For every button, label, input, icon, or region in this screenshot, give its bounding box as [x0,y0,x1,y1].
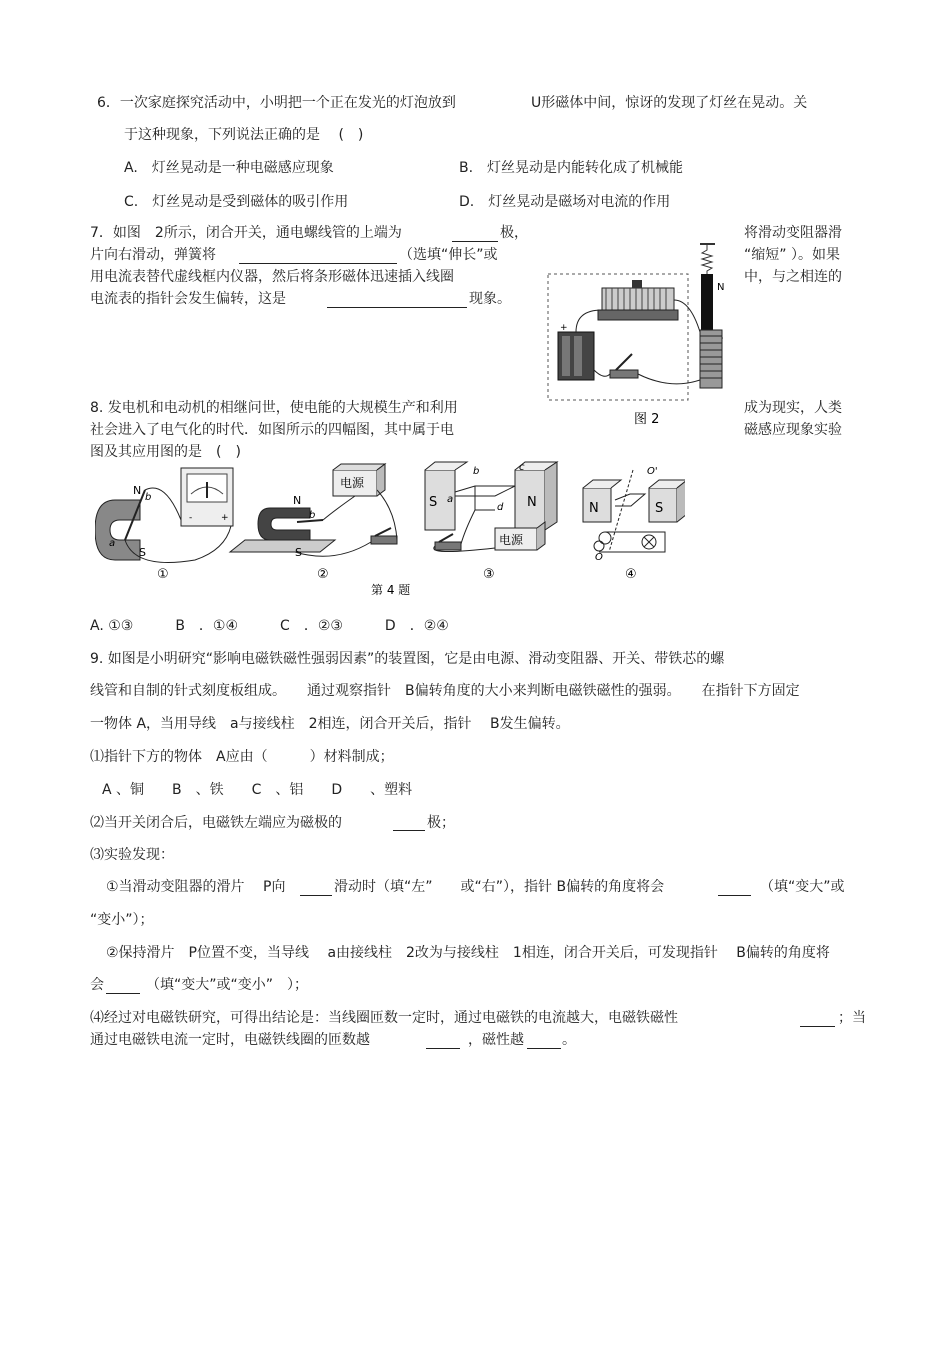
q8-line3a: 图及其应用图的是 ( ) [90,444,241,460]
diagram-2-power-label: 电源 [340,476,365,490]
diagram-2 [230,464,397,582]
q9-sub3-2c: （填“变大”或“变小” ）； [146,977,309,993]
q9-sub4c: 通过电磁铁电流一定时，电磁铁线圈的匝数越 [90,1032,370,1048]
diagram-1 [95,468,233,582]
svg-text:N: N [527,495,537,510]
switch [610,370,638,378]
svg-text:N: N [589,501,599,516]
svg-text:N: N [133,484,142,497]
q8-options: A. ①③ B ．①④ C ．②③ D ．②④ [90,618,449,634]
q9-sub2b: 极； [427,815,455,831]
figure-2-caption: 图 2 [634,412,660,427]
diagram-3-label: ③ [483,567,495,582]
diagram-3 [425,462,557,582]
q9-sub3-2a: ②保持滑片 P位置不变，当导线 a由接线柱 2改为与接线柱 1相连，闭合开关后，可发现指针 B偏转的角度将 [106,945,830,961]
q9-blank-strength [527,1048,561,1049]
svg-text:b: b [309,510,316,521]
bar-magnet-n [701,274,713,310]
magnet-n-label: N [717,282,725,293]
q9-blank-pole [393,830,425,831]
solenoid [700,330,722,388]
svg-text:S: S [655,501,664,516]
q9-sub3-2b: 会 [90,977,104,993]
figure-2-circuit [540,240,740,430]
q9-sub3: ⑶实验发现： [90,847,174,863]
q9-blank-turns [426,1048,460,1049]
q7-line3c: 中，与之相连的 [744,269,842,285]
q8-line2c: 磁感应现象实验 [744,422,842,438]
q9-sub1-options: A 、铜 B 、铁 C 、铝 D 、塑料 [102,782,413,798]
q7-line1a: 7．如图 2所示，闭合开关，通电螺线管的上端为 [90,225,402,241]
diagram-4-label: ④ [625,567,637,582]
q9-sub1: ⑴指针下方的物体 A应由（ ）材料制成； [90,749,394,765]
q9-blank-direction [300,895,332,896]
figure-4-caption: 第 4 题 [371,583,411,597]
diagram-1-label: ① [157,567,169,582]
q9-sub3-1c: （填“变大”或 [760,879,845,895]
rheostat [602,288,674,310]
svg-text:-: - [189,513,193,523]
q9-sub4e: 。 [562,1032,576,1048]
q7-line2b: （选填“伸长”或 [399,247,498,263]
rheostat-base [598,310,678,320]
svg-text:a: a [447,494,454,505]
diagram-2-label: ② [317,567,329,582]
q6-option-c: C. 灯丝晃动是受到磁体的吸引作用 [124,194,349,210]
q7-line1c: 将滑动变阻器滑 [744,225,842,241]
spring [702,244,712,275]
q6-option-b: B. 灯丝晃动是内能转化成了机械能 [459,160,684,176]
svg-text:+: + [560,323,568,333]
q9-sub4d: ，磁性越 [468,1032,524,1048]
svg-text:S: S [429,495,438,510]
q8-line1a: 8. 发电机和电动机的相继问世，使电能的大规模生产和利用 [90,400,458,416]
svg-text:O: O [595,552,603,563]
svg-text:c: c [519,462,525,473]
figure-4-diagrams [95,460,685,600]
q7-blank-phenomenon [327,307,467,308]
q9-sub3-1b: 滑动时（填“左” 或“右”），指针 B偏转的角度将会 [334,879,665,895]
svg-text:a: a [109,538,116,549]
q7-line4b: 现象。 [469,291,511,307]
q9-sub4b: ；当 [838,1010,866,1026]
q9-line1: 9. 如图是小明研究“影响电磁铁磁性强弱因素”的装置图，它是由电源、滑动变阻器、开关、带铁芯的螺 [90,651,725,667]
q7-line4a: 电流表的指针会发生偏转，这是 [90,291,286,307]
q6-line1a: 6．一次家庭探究活动中，小明把一个正在发光的灯泡放到 [97,95,456,111]
q9-blank-angle-1 [718,895,751,896]
rheostat-slider [632,280,642,288]
q7-line2a: 片向右滑动，弹簧将 [90,247,216,263]
svg-text:O': O' [647,466,658,477]
q9-sub3-1a: ①当滑动变阻器的滑片 P向 [106,879,286,895]
q7-blank-pole [452,241,498,242]
q9-blank-magnetism [800,1026,835,1027]
q6-option-a: A. 灯丝晃动是一种电磁感应现象 [124,160,334,176]
diagram-3-power-label: 电源 [499,533,524,547]
q9-sub2a: ⑵当开关闭合后，电磁铁左端应为磁极的 [90,815,342,831]
q7-line2c: “缩短” ）。如果 [744,247,840,263]
q8-line2a: 社会进入了电气化的时代．如图所示的四幅图，其中属于电 [90,422,454,438]
svg-text:S: S [139,546,146,559]
q7-blank-spring [239,263,397,264]
q6-line2: 于这种现象，下列说法正确的是 ( ) [124,127,364,143]
q6-option-d: D. 灯丝晃动是磁场对电流的作用 [459,194,671,210]
q7-line3a: 用电流表替代虚线框内仪器，然后将条形磁体迅速插入线圈 [90,269,454,285]
svg-text:S: S [295,546,302,559]
q9-sub4a: ⑷经过对电磁铁研究，可得出结论是：当线圈匝数一定时，通过电磁铁的电流越大，电磁铁磁性 [90,1010,678,1026]
q9-line2: 线管和自制的针式刻度板组成。 通过观察指针 B偏转角度的大小来判断电磁铁磁性的强弱。 在指针下方固定 [90,683,800,699]
q9-line3: 一物体 A，当用导线 a与接线柱 2相连，闭合开关后，指针 B发生偏转。 [90,716,570,732]
q9-sub3-1d: “变小”）； [90,912,154,928]
q7-line1b: 极， [500,225,528,241]
q8-line1c: 成为现实，人类 [744,400,842,416]
diagram-4 [583,466,685,582]
q9-blank-angle-2 [106,993,140,994]
svg-text:N: N [293,494,302,507]
svg-text:b: b [473,466,480,477]
svg-text:d: d [497,502,504,513]
svg-text:b: b [145,492,152,503]
svg-text:+: + [221,513,229,523]
q6-line1b: U形磁体中间，惊讶的发现了灯丝在晃动。关 [531,95,808,111]
